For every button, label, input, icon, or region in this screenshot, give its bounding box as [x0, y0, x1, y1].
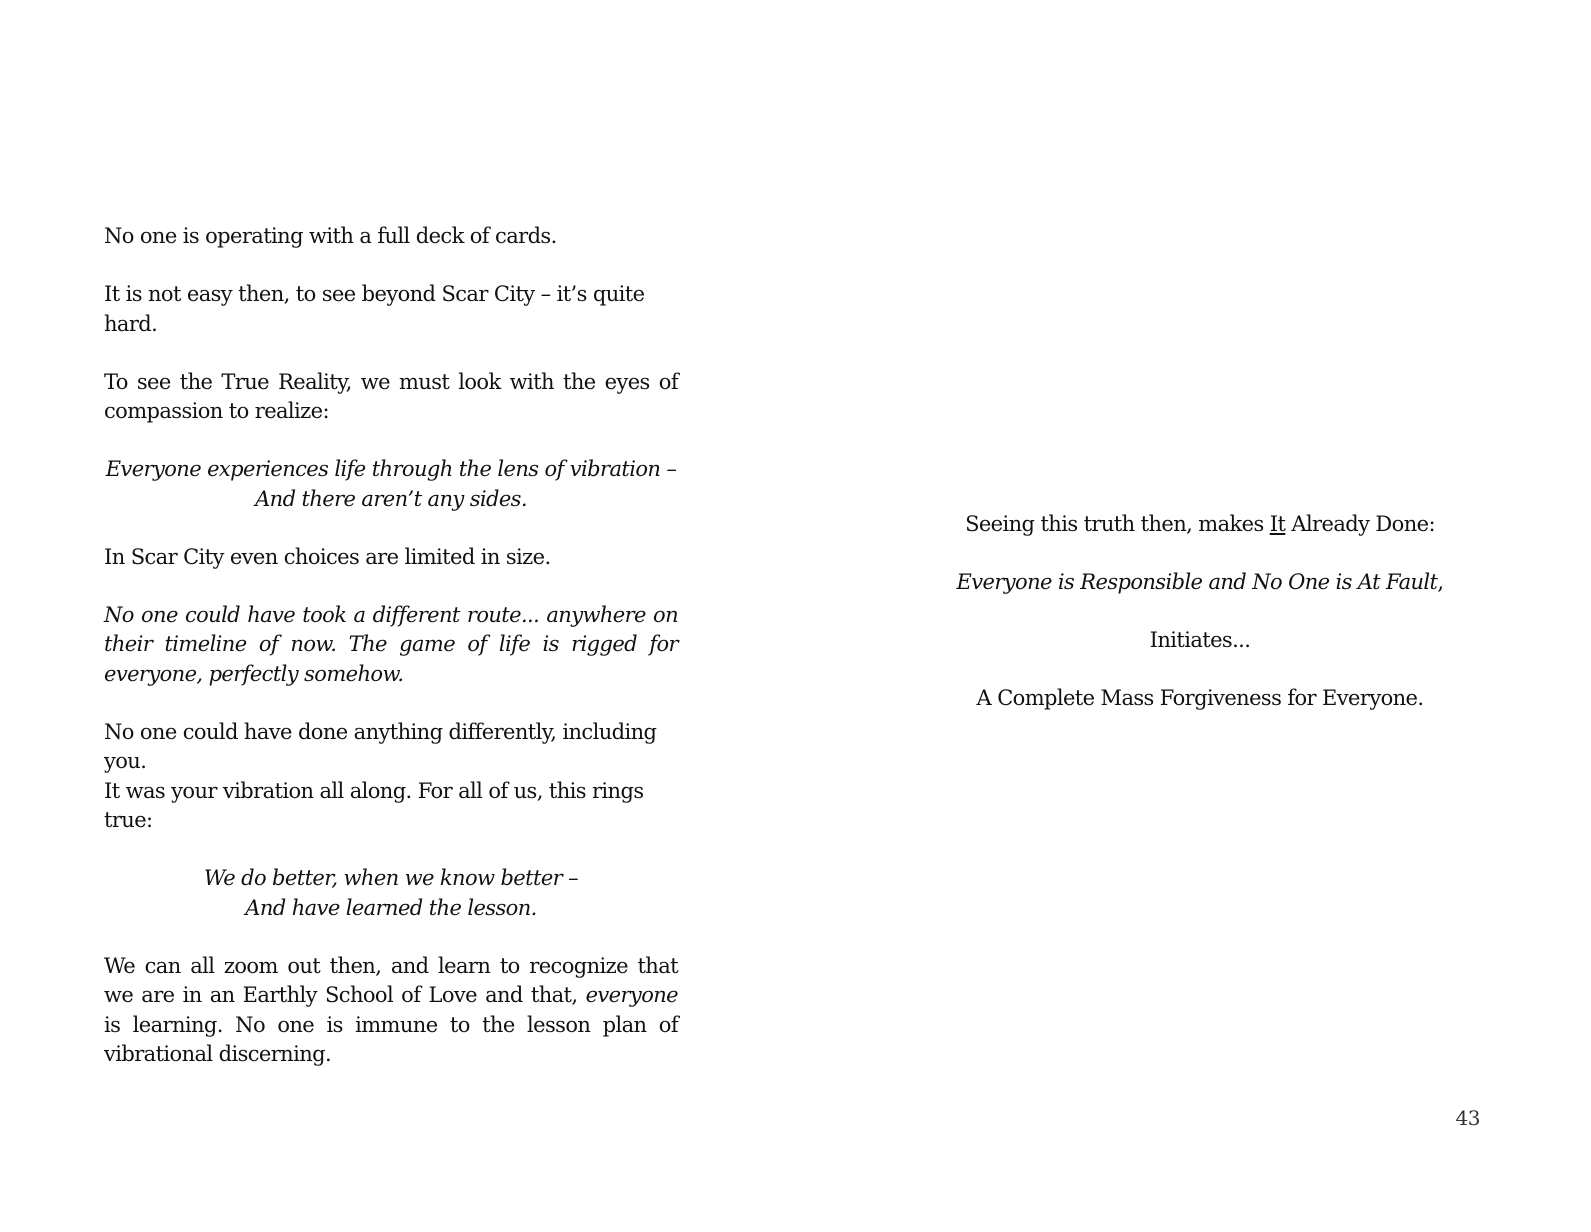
- page-number: 43: [1455, 1106, 1480, 1130]
- verse-know-better-line-2: And have learned the lesson.: [245, 895, 537, 920]
- earthly-school-emphasis: everyone: [585, 983, 678, 1007]
- already-done-text-1: Seeing this truth then, makes: [965, 512, 1270, 536]
- verse-vibration-line-1: Everyone experiences life through the lens of vibration –: [105, 457, 677, 481]
- responsible-comma: ,: [1437, 570, 1444, 594]
- line-already-done: [930, 510, 1470, 540]
- already-done-text-2: Already Done:: [1285, 512, 1435, 536]
- verse-know-better-line-1: We do better, when we know better –: [203, 866, 579, 890]
- line-initiates: Initiates...: [1149, 628, 1251, 652]
- line-responsible: [930, 568, 1470, 598]
- paragraph-earthly-school: [104, 952, 678, 1070]
- right-column: [930, 510, 1470, 742]
- paragraph-true-reality: To see the True Reality, we must look with the eyes of compassion to realize:: [104, 369, 678, 423]
- done-differently-line-2: It was your vibration all along. For all of us, this rings true:: [104, 778, 644, 832]
- responsible-italic: Everyone is Responsible and No One is At Fault: [956, 570, 1438, 594]
- paragraph-full-deck: No one is operating with a full deck of cards.: [104, 224, 557, 248]
- earthly-school-text-1: We can all zoom out then, and learn to recognize that we are in an Earthly School of Love and that,: [104, 953, 678, 1007]
- underlined-it: It: [1269, 512, 1286, 536]
- paragraph-different-route: No one could have took a different route... anywhere on their timeline of now. The game of life is rigged for everyone, perfectly somehow.: [104, 602, 678, 686]
- left-column: [104, 222, 678, 1098]
- verse-vibration-line-2: And there aren’t any sides.: [255, 486, 527, 511]
- verse-vibration: [104, 455, 678, 514]
- earthly-school-text-2: is learning. No one is immune to the lesson plan of vibrational discerning.: [104, 1012, 678, 1066]
- paragraph-scar-city: It is not easy then, to see beyond Scar City – it’s quite hard.: [104, 282, 645, 336]
- line-forgiveness: A Complete Mass Forgiveness for Everyone.: [976, 686, 1424, 710]
- verse-know-better: [104, 864, 678, 923]
- paragraph-done-differently: [104, 718, 678, 836]
- paragraph-choices: In Scar City even choices are limited in size.: [104, 544, 551, 569]
- done-differently-line-1: No one could have done anything differently, including you.: [104, 719, 657, 773]
